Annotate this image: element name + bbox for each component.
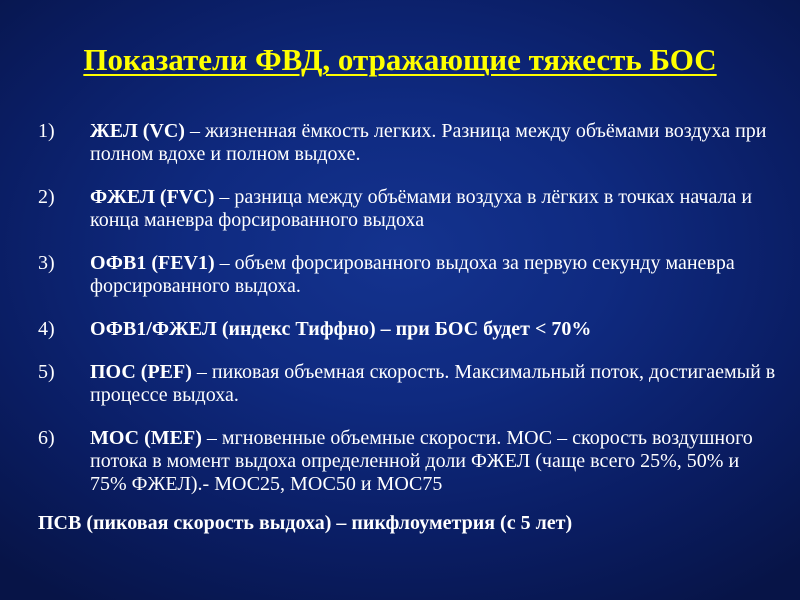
item-number: 2): [38, 186, 55, 208]
item-term: ФЖЕЛ (FVC): [90, 186, 215, 208]
indicator-list: [38, 120, 778, 516]
item-term: ОФВ1 (FEV1): [90, 252, 215, 274]
item-description: – мгновенные объемные скорости. МОС – скорость воздушного потока в момент выдоха определенной доли ФЖЕЛ (чаще всего 25%, 50% и 75% ФЖЕЛ).- МОС25, МОС50 и МОС75: [90, 427, 753, 495]
item-term: ПОС (PEF): [90, 361, 192, 383]
item-number: 5): [38, 361, 55, 383]
item-description: – пиковая объемная скорость. Максимальный поток, достигаемый в процессе выдоха.: [90, 361, 776, 406]
list-item: [38, 427, 778, 496]
item-description: – жизненная ёмкость легких. Разница между объёмами воздуха при полном вдохе и полном выдохе.: [90, 120, 767, 165]
item-term: ЖЕЛ (VC): [90, 120, 185, 142]
item-number: 4): [38, 318, 55, 340]
slide-footer: ПСВ (пиковая скорость выдоха) – пикфлоуметрия (с 5 лет): [38, 512, 573, 534]
list-item: [38, 120, 778, 166]
item-description: (индекс Тиффно) – при БОС будет < 70%: [216, 318, 592, 340]
item-description: – объем форсированного выдоха за первую секунду маневра форсированного выдоха.: [90, 252, 735, 297]
item-number: 1): [38, 120, 55, 142]
item-number: 3): [38, 252, 55, 274]
slide-title: Показатели ФВД, отражающие тяжесть БОС: [83, 42, 717, 77]
item-term: ОФВ1/ФЖЕЛ: [90, 318, 217, 340]
item-description: – разница между объёмами воздуха в лёгких в точках начала и конца маневра форсированного выдоха: [90, 186, 753, 231]
list-item: [38, 361, 778, 407]
list-item: [38, 318, 778, 341]
list-item: [38, 186, 778, 232]
item-term: МОС (MEF): [90, 427, 202, 449]
item-number: 6): [38, 427, 55, 449]
list-item: [38, 252, 778, 298]
